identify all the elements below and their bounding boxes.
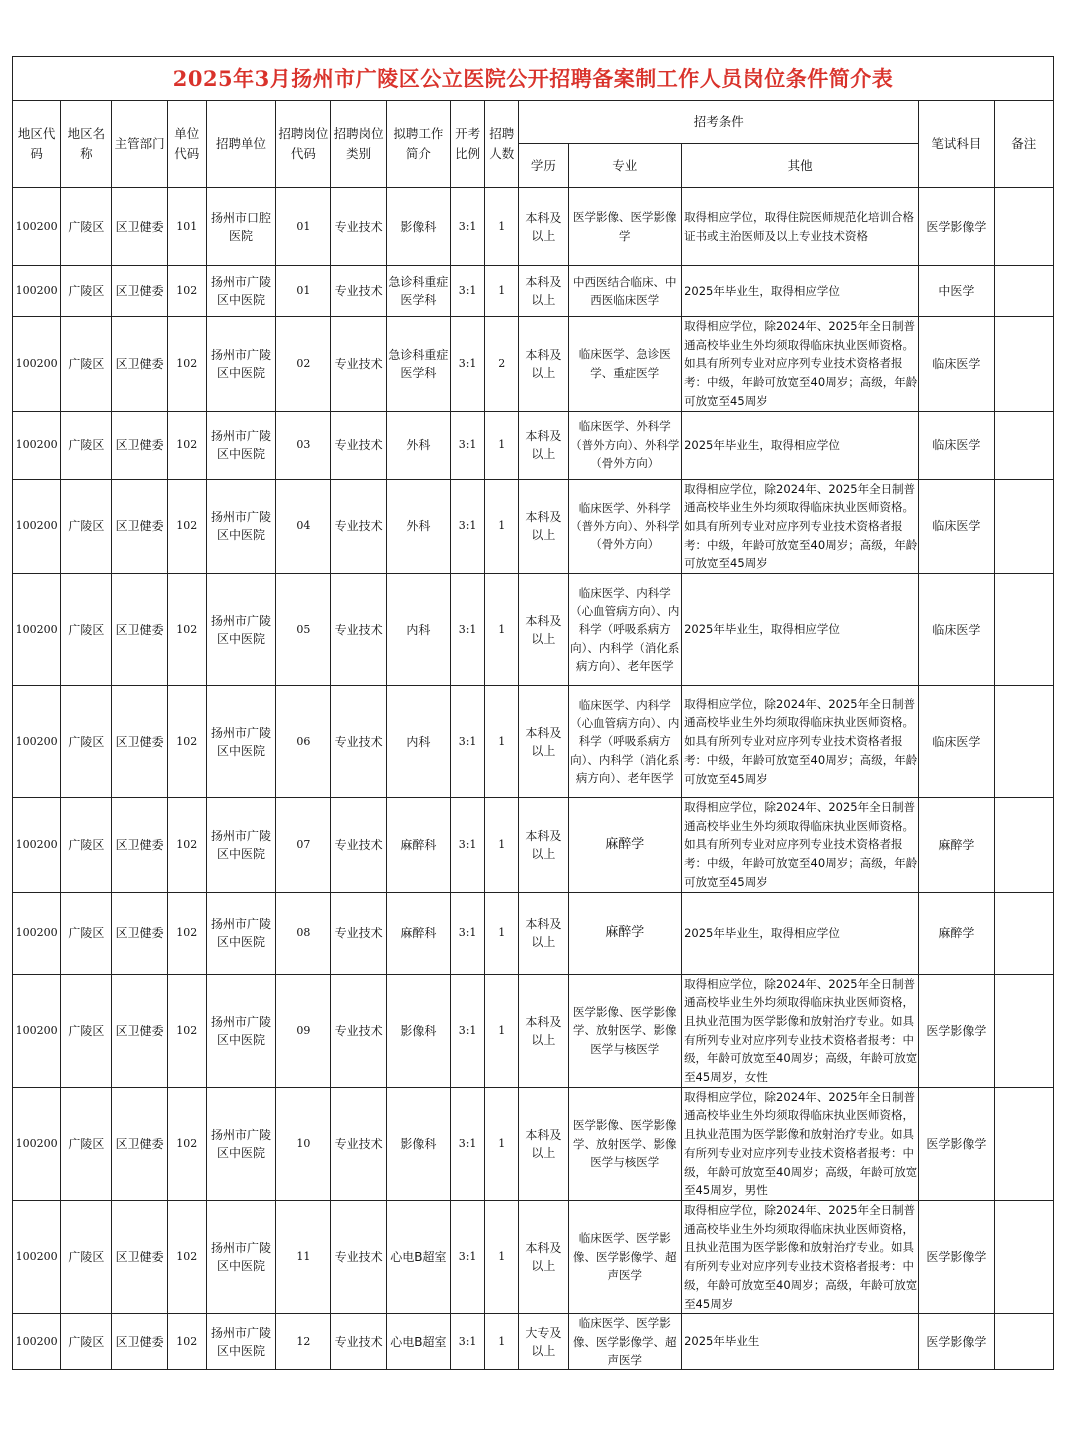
cell-area-code: 100200	[13, 411, 61, 479]
cell-ratio: 3:1	[451, 411, 485, 479]
cell-education: 本科及以上	[519, 798, 568, 893]
cell-education: 本科及以上	[519, 266, 568, 317]
cell-other: 取得相应学位，除2024年、2025年全日制普通高校毕业生外均须取得临床执业医师资格。如具有所列专业对应序列专业技术资格者报考：中级，年龄可放宽至40周岁；高级，年龄可放宽至45周岁	[682, 317, 919, 412]
cell-unit-code: 102	[167, 1200, 206, 1313]
cell-post-type: 专业技术	[331, 479, 386, 574]
cell-major: 医学影像、医学影像学、放射医学、影像医学与核医学	[568, 1087, 682, 1200]
cell-unit-code: 102	[167, 266, 206, 317]
cell-area-name: 广陵区	[61, 1314, 112, 1370]
table-row	[13, 892, 1054, 974]
cell-post-type: 专业技术	[331, 1314, 386, 1370]
cell-post-type: 专业技术	[331, 317, 386, 412]
cell-major: 临床医学、医学影像、医学影像学、超声医学	[568, 1200, 682, 1313]
cell-job-desc: 急诊科重症医学科	[386, 317, 450, 412]
cell-major: 临床医学、急诊医学、重症医学	[568, 317, 682, 412]
cell-post-code: 03	[276, 411, 331, 479]
cell-post-code: 01	[276, 266, 331, 317]
cell-count: 2	[485, 317, 519, 412]
cell-unit-code: 102	[167, 1314, 206, 1370]
cell-other: 取得相应学位，除2024年、2025年全日制普通高校毕业生外均须取得临床执业医师资格，且执业范围为医学影像和放射治疗专业。如具有所列专业对应序列专业技术资格者报考：中级，年龄可放宽至40周岁；高级，年龄可放宽至45周岁，女性	[682, 974, 919, 1087]
cell-other: 2025年毕业生，取得相应学位	[682, 574, 919, 686]
cell-post-code: 04	[276, 479, 331, 574]
table-row	[13, 1087, 1054, 1200]
cell-remark	[994, 892, 1053, 974]
table-row	[13, 574, 1054, 686]
cell-area-name: 广陵区	[61, 317, 112, 412]
cell-post-code: 07	[276, 798, 331, 893]
cell-unit: 扬州市广陵区中医院	[206, 317, 275, 412]
cell-exam: 医学影像学	[919, 1200, 994, 1313]
cell-exam: 医学影像学	[919, 188, 994, 266]
header-area-name: 地区名称	[61, 101, 112, 188]
cell-unit-code: 102	[167, 892, 206, 974]
cell-department: 区卫健委	[112, 188, 167, 266]
cell-major: 临床医学、内科学（心血管病方向）、内科学（呼吸系病方向）、内科学（消化系病方向）、老年医学	[568, 574, 682, 686]
cell-area-code: 100200	[13, 1314, 61, 1370]
cell-other: 2025年毕业生，取得相应学位	[682, 266, 919, 317]
cell-job-desc: 心电B超室	[386, 1200, 450, 1313]
cell-ratio: 3:1	[451, 188, 485, 266]
cell-post-code: 12	[276, 1314, 331, 1370]
cell-area-name: 广陵区	[61, 686, 112, 798]
cell-area-name: 广陵区	[61, 798, 112, 893]
header-education: 学历	[519, 144, 568, 188]
cell-area-code: 100200	[13, 479, 61, 574]
cell-post-type: 专业技术	[331, 574, 386, 686]
cell-job-desc: 心电B超室	[386, 1314, 450, 1370]
cell-exam: 临床医学	[919, 411, 994, 479]
cell-education: 本科及以上	[519, 686, 568, 798]
cell-count: 1	[485, 188, 519, 266]
cell-area-name: 广陵区	[61, 266, 112, 317]
cell-job-desc: 内科	[386, 574, 450, 686]
cell-post-type: 专业技术	[331, 798, 386, 893]
cell-job-desc: 麻醉科	[386, 798, 450, 893]
cell-unit: 扬州市广陵区中医院	[206, 411, 275, 479]
cell-unit-code: 102	[167, 798, 206, 893]
cell-ratio: 3:1	[451, 974, 485, 1087]
cell-major: 临床医学、外科学（普外方向）、外科学（骨外方向）	[568, 479, 682, 574]
cell-unit-code: 102	[167, 686, 206, 798]
cell-other: 取得相应学位，除2024年、2025年全日制普通高校毕业生外均须取得临床执业医师资格。如具有所列专业对应序列专业技术资格者报考：中级，年龄可放宽至40周岁；高级，年龄可放宽至45周岁	[682, 479, 919, 574]
table-row	[13, 479, 1054, 574]
cell-count: 1	[485, 974, 519, 1087]
cell-department: 区卫健委	[112, 1087, 167, 1200]
cell-ratio: 3:1	[451, 266, 485, 317]
cell-count: 1	[485, 686, 519, 798]
cell-unit: 扬州市广陵区中医院	[206, 798, 275, 893]
header-other: 其他	[682, 144, 919, 188]
cell-count: 1	[485, 798, 519, 893]
cell-area-name: 广陵区	[61, 479, 112, 574]
cell-education: 本科及以上	[519, 1200, 568, 1313]
cell-post-type: 专业技术	[331, 974, 386, 1087]
cell-job-desc: 外科	[386, 411, 450, 479]
cell-job-desc: 影像科	[386, 974, 450, 1087]
cell-unit: 扬州市广陵区中医院	[206, 479, 275, 574]
cell-department: 区卫健委	[112, 686, 167, 798]
cell-unit: 扬州市广陵区中医院	[206, 892, 275, 974]
cell-remark	[994, 266, 1053, 317]
cell-area-code: 100200	[13, 686, 61, 798]
cell-unit: 扬州市广陵区中医院	[206, 1087, 275, 1200]
cell-area-name: 广陵区	[61, 411, 112, 479]
header-unit: 招聘单位	[206, 101, 275, 188]
cell-area-code: 100200	[13, 798, 61, 893]
cell-post-code: 10	[276, 1087, 331, 1200]
cell-other: 2025年毕业生，取得相应学位	[682, 892, 919, 974]
cell-job-desc: 急诊科重症医学科	[386, 266, 450, 317]
cell-job-desc: 内科	[386, 686, 450, 798]
table-row	[13, 266, 1054, 317]
table-row	[13, 411, 1054, 479]
cell-ratio: 3:1	[451, 479, 485, 574]
cell-other: 取得相应学位，除2024年、2025年全日制普通高校毕业生外均须取得临床执业医师资格，且执业范围为医学影像和放射治疗专业。如具有所列专业对应序列专业技术资格者报考：中级，年龄可放宽至40周岁；高级，年龄可放宽至45周岁	[682, 1200, 919, 1313]
cell-ratio: 3:1	[451, 798, 485, 893]
cell-count: 1	[485, 892, 519, 974]
table-row	[13, 686, 1054, 798]
cell-other: 取得相应学位，取得住院医师规范化培训合格证书或主治医师及以上专业技术资格	[682, 188, 919, 266]
cell-education: 本科及以上	[519, 974, 568, 1087]
header-job-desc: 拟聘工作简介	[386, 101, 450, 188]
cell-area-code: 100200	[13, 266, 61, 317]
cell-unit: 扬州市广陵区中医院	[206, 1200, 275, 1313]
header-remark: 备注	[994, 101, 1053, 188]
cell-exam: 麻醉学	[919, 892, 994, 974]
cell-education: 本科及以上	[519, 188, 568, 266]
cell-remark	[994, 686, 1053, 798]
cell-other: 取得相应学位，除2024年、2025年全日制普通高校毕业生外均须取得临床执业医师资格。如具有所列专业对应序列专业技术资格者报考：中级，年龄可放宽至40周岁；高级，年龄可放宽至45周岁	[682, 798, 919, 893]
cell-area-code: 100200	[13, 1200, 61, 1313]
cell-job-desc: 外科	[386, 479, 450, 574]
cell-count: 1	[485, 411, 519, 479]
cell-department: 区卫健委	[112, 1314, 167, 1370]
cell-exam: 临床医学	[919, 574, 994, 686]
header-exam: 笔试科目	[919, 101, 994, 188]
cell-department: 区卫健委	[112, 892, 167, 974]
cell-area-name: 广陵区	[61, 892, 112, 974]
cell-post-code: 01	[276, 188, 331, 266]
cell-ratio: 3:1	[451, 1087, 485, 1200]
cell-post-code: 08	[276, 892, 331, 974]
cell-unit: 扬州市广陵区中医院	[206, 1314, 275, 1370]
cell-area-name: 广陵区	[61, 574, 112, 686]
cell-exam: 临床医学	[919, 479, 994, 574]
cell-exam: 麻醉学	[919, 798, 994, 893]
cell-exam: 医学影像学	[919, 1314, 994, 1370]
cell-post-code: 11	[276, 1200, 331, 1313]
cell-area-code: 100200	[13, 574, 61, 686]
cell-unit-code: 102	[167, 479, 206, 574]
cell-remark	[994, 1087, 1053, 1200]
cell-count: 1	[485, 266, 519, 317]
cell-education: 大专及以上	[519, 1314, 568, 1370]
cell-post-code: 06	[276, 686, 331, 798]
cell-ratio: 3:1	[451, 686, 485, 798]
cell-post-type: 专业技术	[331, 411, 386, 479]
cell-post-type: 专业技术	[331, 1200, 386, 1313]
table-row	[13, 188, 1054, 266]
cell-exam: 医学影像学	[919, 1087, 994, 1200]
cell-remark	[994, 1314, 1053, 1370]
table-row	[13, 974, 1054, 1087]
recruitment-table	[12, 56, 1054, 1370]
cell-remark	[994, 974, 1053, 1087]
header-department: 主管部门	[112, 101, 167, 188]
cell-job-desc: 影像科	[386, 1087, 450, 1200]
cell-education: 本科及以上	[519, 411, 568, 479]
cell-area-name: 广陵区	[61, 1087, 112, 1200]
cell-ratio: 3:1	[451, 317, 485, 412]
cell-count: 1	[485, 479, 519, 574]
cell-area-name: 广陵区	[61, 974, 112, 1087]
cell-other: 取得相应学位，除2024年、2025年全日制普通高校毕业生外均须取得临床执业医师资格，且执业范围为医学影像和放射治疗专业。如具有所列专业对应序列专业技术资格者报考：中级，年龄可放宽至40周岁；高级，年龄可放宽至45周岁，男性	[682, 1087, 919, 1200]
cell-ratio: 3:1	[451, 574, 485, 686]
cell-unit: 扬州市广陵区中医院	[206, 574, 275, 686]
cell-area-code: 100200	[13, 892, 61, 974]
cell-other: 取得相应学位，除2024年、2025年全日制普通高校毕业生外均须取得临床执业医师资格。如具有所列专业对应序列专业技术资格者报考：中级，年龄可放宽至40周岁；高级，年龄可放宽至45周岁	[682, 686, 919, 798]
cell-education: 本科及以上	[519, 317, 568, 412]
table-body	[13, 188, 1054, 1370]
cell-remark	[994, 479, 1053, 574]
table-row	[13, 1314, 1054, 1370]
cell-count: 1	[485, 1087, 519, 1200]
header-post-code: 招聘岗位代码	[276, 101, 331, 188]
cell-unit-code: 102	[167, 1087, 206, 1200]
cell-post-code: 09	[276, 974, 331, 1087]
cell-remark	[994, 1200, 1053, 1313]
cell-department: 区卫健委	[112, 1200, 167, 1313]
cell-unit: 扬州市广陵区中医院	[206, 686, 275, 798]
cell-department: 区卫健委	[112, 974, 167, 1087]
cell-major: 临床医学、内科学（心血管病方向）、内科学（呼吸系病方向）、内科学（消化系病方向）、老年医学	[568, 686, 682, 798]
cell-count: 1	[485, 1200, 519, 1313]
cell-education: 本科及以上	[519, 1087, 568, 1200]
cell-post-code: 02	[276, 317, 331, 412]
cell-education: 本科及以上	[519, 574, 568, 686]
cell-department: 区卫健委	[112, 266, 167, 317]
cell-department: 区卫健委	[112, 317, 167, 412]
cell-area-name: 广陵区	[61, 1200, 112, 1313]
cell-exam: 中医学	[919, 266, 994, 317]
cell-major: 中西医结合临床、中西医临床医学	[568, 266, 682, 317]
cell-major: 麻醉学	[568, 892, 682, 974]
cell-post-type: 专业技术	[331, 686, 386, 798]
cell-ratio: 3:1	[451, 1200, 485, 1313]
cell-major: 医学影像、医学影像学、放射医学、影像医学与核医学	[568, 974, 682, 1087]
cell-remark	[994, 411, 1053, 479]
header-conditions: 招考条件	[519, 101, 919, 144]
cell-remark	[994, 798, 1053, 893]
cell-job-desc: 影像科	[386, 188, 450, 266]
cell-remark	[994, 574, 1053, 686]
cell-unit-code: 102	[167, 574, 206, 686]
cell-post-type: 专业技术	[331, 892, 386, 974]
header-ratio: 开考比例	[451, 101, 485, 188]
cell-department: 区卫健委	[112, 574, 167, 686]
header-unit-code: 单位代码	[167, 101, 206, 188]
cell-department: 区卫健委	[112, 411, 167, 479]
cell-post-code: 05	[276, 574, 331, 686]
cell-post-type: 专业技术	[331, 1087, 386, 1200]
cell-ratio: 3:1	[451, 892, 485, 974]
cell-ratio: 3:1	[451, 1314, 485, 1370]
page-title: 2025年3月扬州市广陵区公立医院公开招聘备案制工作人员岗位条件简介表	[13, 57, 1054, 101]
cell-unit-code: 101	[167, 188, 206, 266]
cell-unit-code: 102	[167, 317, 206, 412]
cell-area-code: 100200	[13, 974, 61, 1087]
cell-post-type: 专业技术	[331, 188, 386, 266]
cell-post-type: 专业技术	[331, 266, 386, 317]
table-row	[13, 1200, 1054, 1313]
cell-exam: 医学影像学	[919, 974, 994, 1087]
cell-exam: 临床医学	[919, 686, 994, 798]
cell-major: 医学影像、医学影像学	[568, 188, 682, 266]
table-row	[13, 317, 1054, 412]
cell-unit-code: 102	[167, 411, 206, 479]
header-area-code: 地区代码	[13, 101, 61, 188]
cell-exam: 临床医学	[919, 317, 994, 412]
cell-department: 区卫健委	[112, 479, 167, 574]
header-major: 专业	[568, 144, 682, 188]
cell-area-code: 100200	[13, 188, 61, 266]
cell-unit: 扬州市口腔医院	[206, 188, 275, 266]
cell-education: 本科及以上	[519, 892, 568, 974]
cell-count: 1	[485, 574, 519, 686]
cell-area-code: 100200	[13, 1087, 61, 1200]
recruitment-table-sheet	[12, 56, 1054, 1370]
cell-remark	[994, 188, 1053, 266]
cell-area-name: 广陵区	[61, 188, 112, 266]
cell-education: 本科及以上	[519, 479, 568, 574]
cell-area-code: 100200	[13, 317, 61, 412]
cell-major: 临床医学、外科学（普外方向）、外科学（骨外方向）	[568, 411, 682, 479]
cell-count: 1	[485, 1314, 519, 1370]
cell-major: 临床医学、医学影像、医学影像学、超声医学	[568, 1314, 682, 1370]
cell-department: 区卫健委	[112, 798, 167, 893]
cell-other: 2025年毕业生	[682, 1314, 919, 1370]
cell-other: 2025年毕业生，取得相应学位	[682, 411, 919, 479]
cell-unit: 扬州市广陵区中医院	[206, 974, 275, 1087]
cell-unit-code: 102	[167, 974, 206, 1087]
cell-major: 麻醉学	[568, 798, 682, 893]
header-count: 招聘人数	[485, 101, 519, 188]
cell-remark	[994, 317, 1053, 412]
cell-job-desc: 麻醉科	[386, 892, 450, 974]
table-row	[13, 798, 1054, 893]
cell-unit: 扬州市广陵区中医院	[206, 266, 275, 317]
header-post-type: 招聘岗位类别	[331, 101, 386, 188]
